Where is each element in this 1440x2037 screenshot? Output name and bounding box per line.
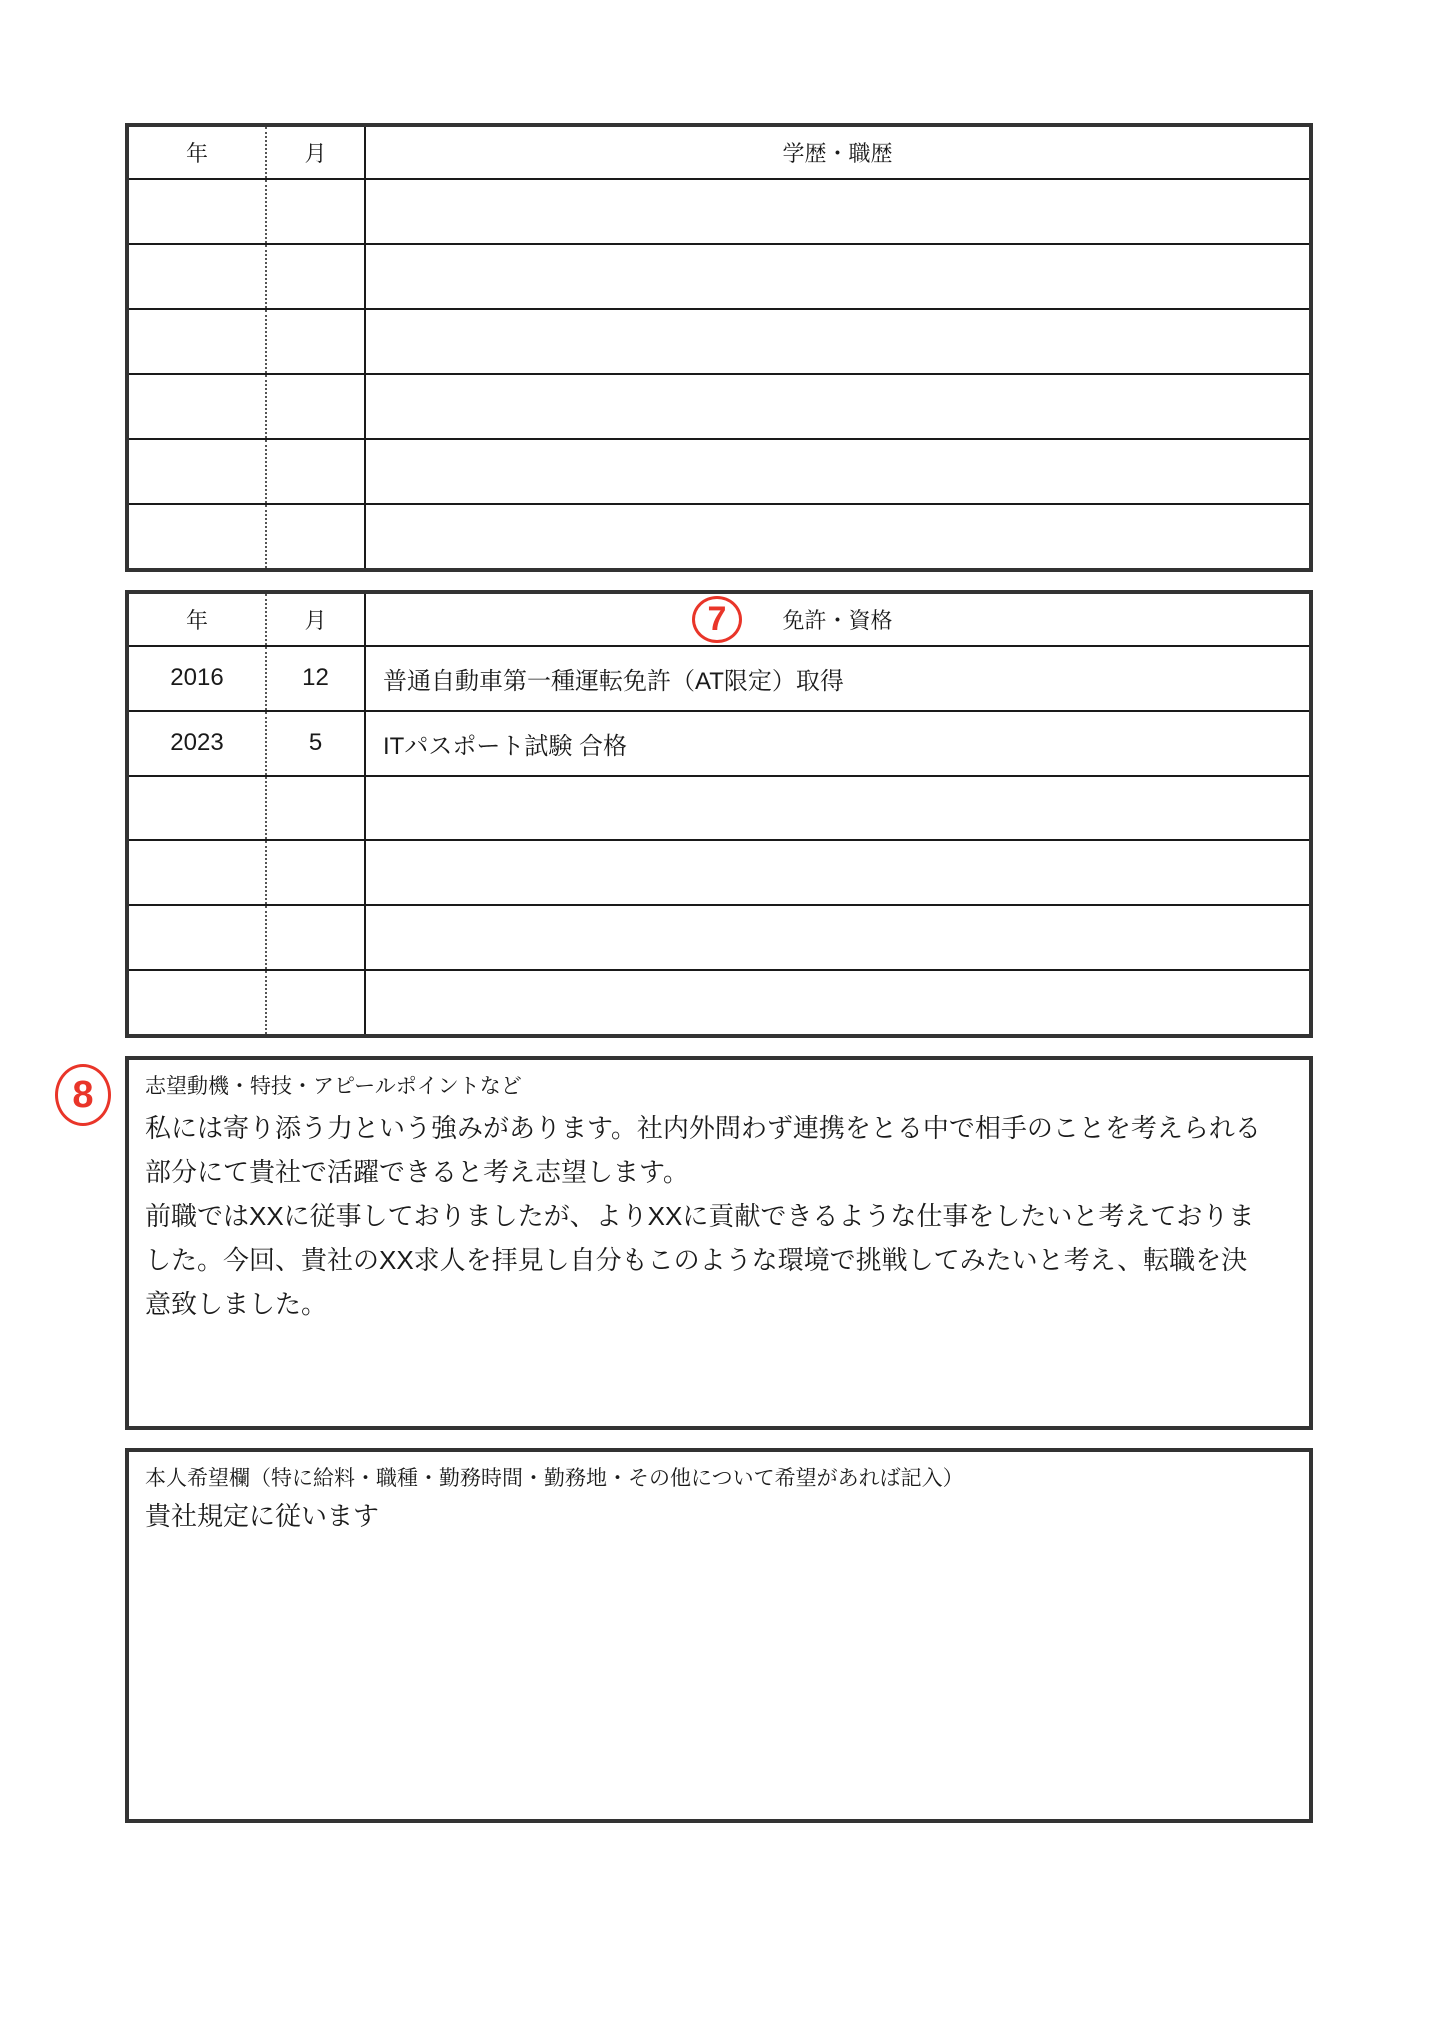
license-column-header: [364, 594, 1309, 645]
license-table-row: [129, 710, 1309, 775]
annotation-circle-7: 7: [692, 596, 742, 643]
year-cell: [129, 841, 265, 904]
month-column-header: 月: [265, 127, 364, 178]
year-cell: [129, 180, 265, 243]
license-table-row: [129, 839, 1309, 904]
license-table-row: [129, 969, 1309, 1034]
history-table-row: [129, 438, 1309, 503]
month-cell: [265, 505, 364, 568]
motivation-text-line: 前職ではXXに従事しておりましたが、よりXXに貢献できるような仕事をしたいと考えておりま: [145, 1201, 1255, 1231]
year-cell: [129, 440, 265, 503]
history-table-row: [129, 243, 1309, 308]
license-table-body: [129, 645, 1309, 1034]
license-detail-cell: 普通自動車第一種運転免許（AT限定）取得: [364, 647, 1309, 710]
license-column-header-label: 免許・資格: [782, 608, 893, 633]
history-detail-cell: [364, 180, 1309, 243]
history-table-row: [129, 503, 1309, 568]
motivation-appeal-box: [125, 1056, 1313, 1430]
license-detail-cell: ITパスポート試験 合格: [364, 712, 1309, 775]
year-cell: [129, 505, 265, 568]
history-table-header-row: [129, 127, 1309, 178]
month-cell: [265, 440, 364, 503]
year-column-header: 年: [185, 141, 208, 166]
history-table-row: [129, 178, 1309, 243]
motivation-text-line: 意致しました。: [145, 1289, 328, 1319]
year-cell: [129, 245, 265, 308]
month-cell: 5: [265, 712, 364, 775]
annotation-circle-8: 8: [55, 1064, 111, 1126]
year-cell: 2023: [170, 729, 224, 757]
license-table-row: [129, 775, 1309, 840]
month-cell: [265, 777, 364, 840]
month-cell: [265, 841, 364, 904]
month-column-header: 月: [265, 594, 364, 645]
month-cell: [265, 375, 364, 438]
year-column-header: 年: [185, 608, 208, 633]
license-detail-cell: [364, 971, 1309, 1034]
year-cell: [129, 906, 265, 969]
year-cell: [129, 310, 265, 373]
history-detail-cell: [364, 440, 1309, 503]
license-table-row: [129, 645, 1309, 710]
year-cell: [129, 375, 265, 438]
motivation-box-label: 志望動機・特技・アピールポイントなど: [145, 1075, 522, 1098]
month-cell: 12: [265, 647, 364, 710]
history-column-header: [364, 127, 1309, 178]
year-cell: [129, 777, 265, 840]
license-detail-cell: [364, 841, 1309, 904]
motivation-text-line: 私には寄り添う力という強みがあります。社内外問わず連携をとる中で相手のことを考えられる: [145, 1113, 1261, 1143]
history-detail-cell: [364, 505, 1309, 568]
year-cell: 2016: [170, 664, 224, 692]
license-table-header-row: [129, 594, 1309, 645]
history-table-body: [129, 178, 1309, 568]
history-detail-cell: [364, 310, 1309, 373]
history-table-row: [129, 373, 1309, 438]
motivation-box-body: [145, 1106, 1293, 1326]
history-column-header-label: 学歴・職歴: [782, 141, 893, 166]
license-detail-cell: [364, 777, 1309, 840]
license-table-row: [129, 904, 1309, 969]
history-detail-cell: [364, 245, 1309, 308]
month-cell: [265, 310, 364, 373]
history-detail-cell: [364, 375, 1309, 438]
personal-request-box: [125, 1448, 1313, 1823]
license-detail-cell: [364, 906, 1309, 969]
month-cell: [265, 971, 364, 1034]
month-cell: [265, 906, 364, 969]
month-cell: [265, 245, 364, 308]
request-box-content: 貴社規定に従います: [145, 1501, 380, 1531]
year-cell: [129, 971, 265, 1034]
license-qualification-table: [125, 590, 1313, 1038]
history-table-row: [129, 308, 1309, 373]
motivation-text-line: 部分にて貴社で活躍できると考え志望します。: [145, 1157, 689, 1187]
education-work-history-table: [125, 123, 1313, 572]
month-cell: [265, 180, 364, 243]
motivation-text-line: した。今回、貴社のXX求人を拝見し自分もこのような環境で挑戦してみたいと考え、転職を決: [145, 1245, 1248, 1275]
request-box-label: 本人希望欄（特に給料・職種・勤務時間・勤務地・その他について希望があれば記入）: [145, 1467, 964, 1490]
